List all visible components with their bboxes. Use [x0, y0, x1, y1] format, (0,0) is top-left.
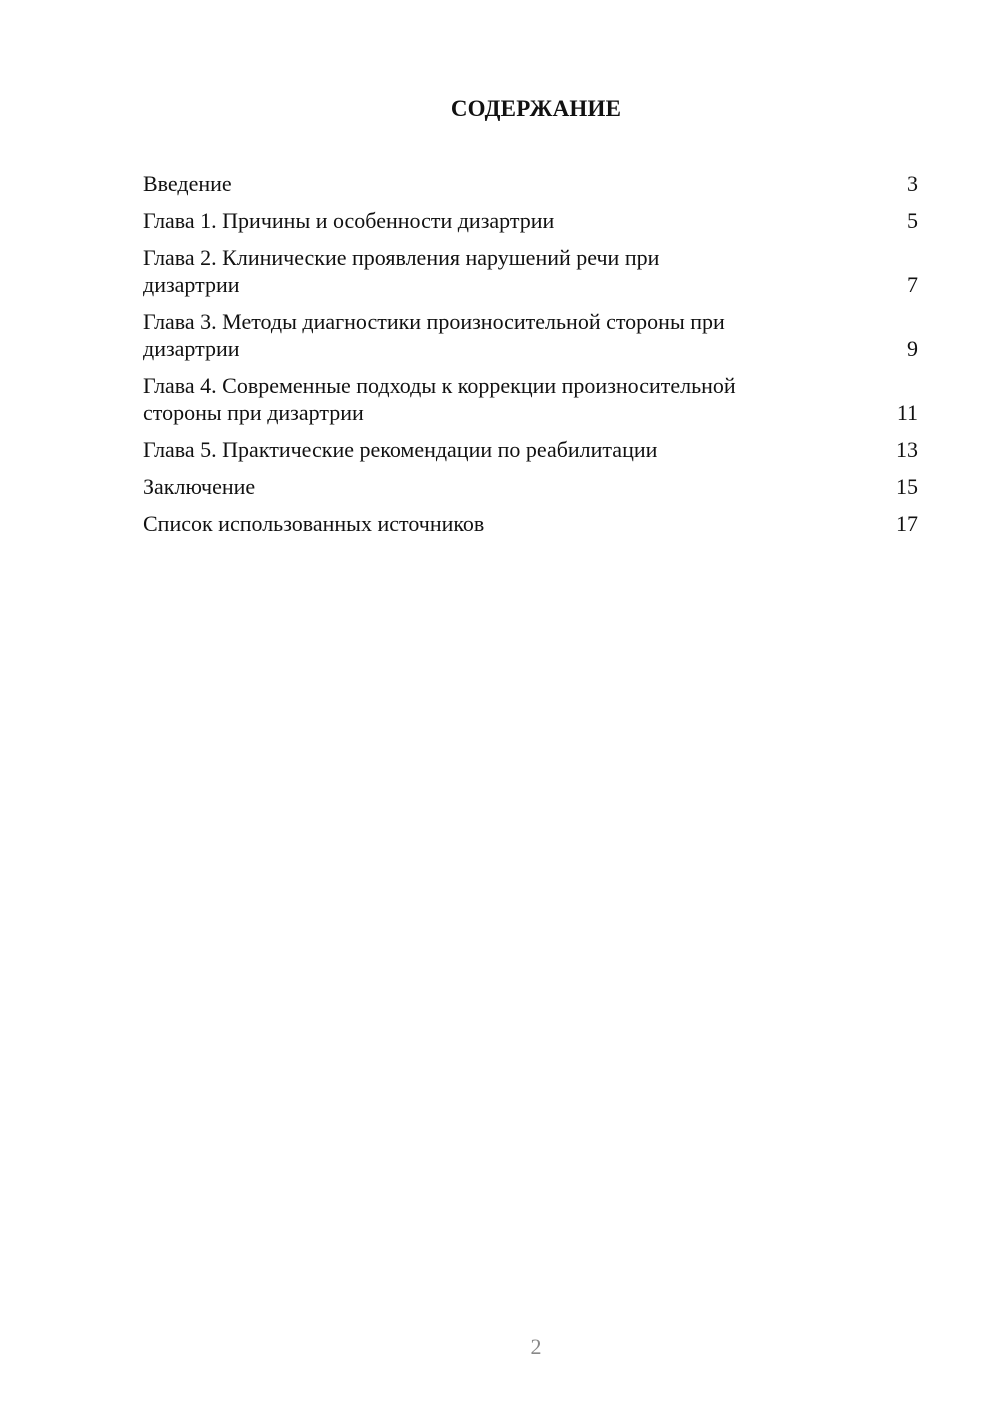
toc-entry-label: Глава 1. Причины и особенности дизартрии: [143, 208, 555, 233]
toc-entry-label: Глава 2. Клинические проявления нарушений речи при дизартрии: [143, 245, 660, 297]
toc-entry-page: 5: [907, 208, 918, 233]
toc-entry-chapter-1: [143, 207, 918, 234]
toc-entry-page: 3: [907, 171, 918, 196]
toc-entry-page: 7: [907, 272, 918, 297]
toc-entry-chapter-3: [143, 308, 918, 362]
toc-entry-label: Глава 5. Практические рекомендации по реабилитации: [143, 437, 658, 462]
page-number: 2: [530, 1334, 542, 1359]
toc-entry-label: Глава 4. Современные подходы к коррекции произносительной стороны при дизартрии: [143, 373, 736, 425]
toc-entry-references: [143, 510, 918, 537]
toc-entry-page: 17: [896, 511, 918, 536]
toc-entry-page: 9: [907, 336, 918, 361]
toc-entry-label: Список использованных источников: [143, 511, 485, 536]
toc-entry-page: 13: [896, 437, 918, 462]
toc-entry-chapter-2: [143, 244, 918, 298]
toc-entry-chapter-4: [143, 372, 918, 426]
toc-entry-chapter-5: [143, 436, 918, 463]
toc-entry-page: 15: [896, 474, 918, 499]
toc-entry-introduction: [143, 170, 918, 197]
toc-entry-label: Глава 3. Методы диагностики произносительной стороны при дизартрии: [143, 309, 725, 361]
toc-entry-label: Заключение: [143, 474, 256, 499]
toc-entry-label: Введение: [143, 171, 232, 196]
toc-entry-page: 11: [896, 400, 918, 425]
page-title: СОДЕРЖАНИЕ: [450, 96, 622, 121]
toc-entry-conclusion: [143, 473, 918, 500]
table-of-contents: [143, 170, 918, 547]
